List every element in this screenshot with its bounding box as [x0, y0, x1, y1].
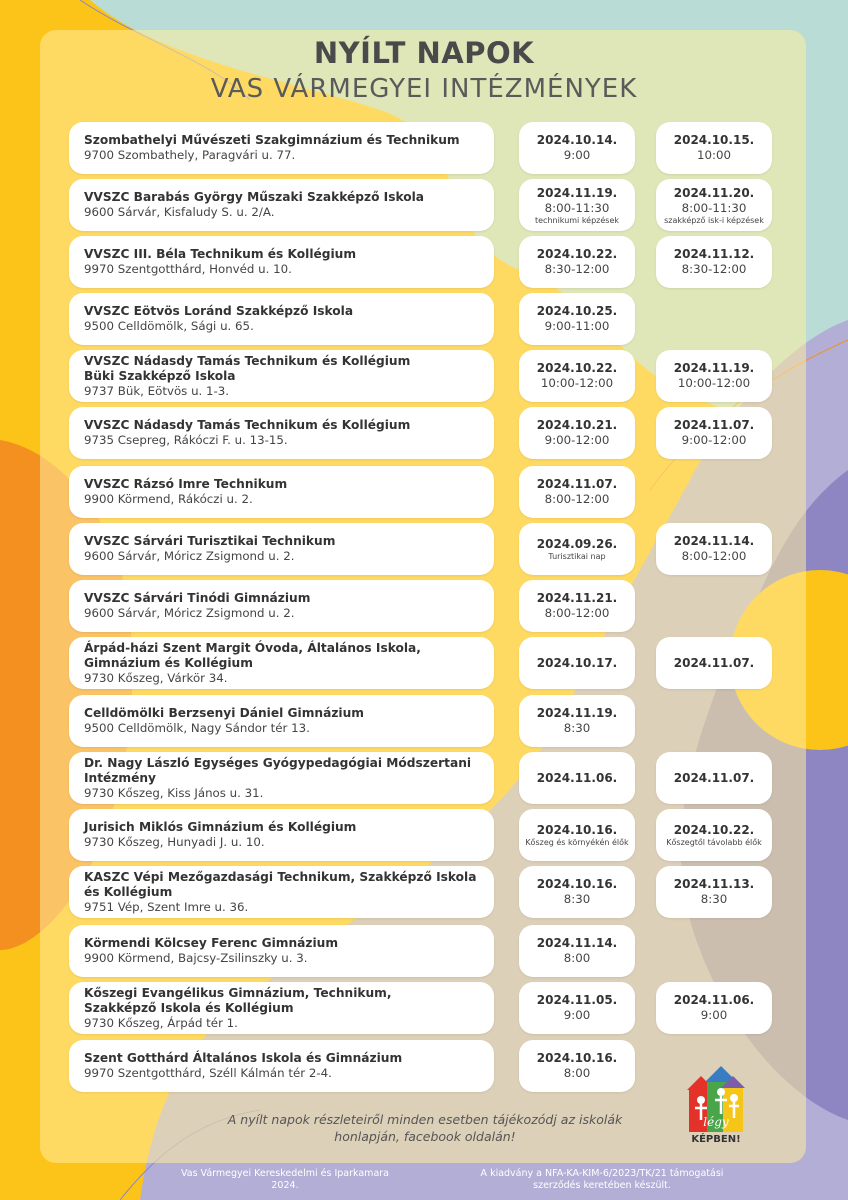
school-name: Körmendi Kölcsey Ferenc Gimnázium [84, 936, 339, 950]
page-title: NYÍLT NAPOK [313, 36, 535, 70]
school-card [69, 350, 494, 402]
logo-word: légy [703, 1115, 729, 1129]
open-day-time: 8:00-12:00 [544, 492, 610, 506]
open-day-2 [656, 523, 772, 575]
school-address: 9600 Sárvár, Kisfaludy S. u. 2/A. [84, 205, 275, 219]
open-day-2 [656, 179, 772, 231]
school-name: VVSZC Sárvári Tinódi Gimnázium [84, 591, 311, 605]
open-day-time: 10:00-12:00 [677, 376, 751, 390]
open-day-2 [656, 866, 772, 918]
school-name: Celldömölki Berzsenyi Dániel Gimnázium [84, 706, 364, 720]
table-row [0, 866, 848, 918]
school-address: 9600 Sárvár, Móricz Zsigmond u. 2. [84, 549, 295, 563]
school-card [69, 982, 494, 1034]
open-day-time: 8:30 [700, 892, 728, 906]
school-address: 9900 Körmend, Bajcsy-Zsilinszky u. 3. [84, 951, 308, 965]
table-row [0, 637, 848, 689]
table-row [0, 523, 848, 575]
footer-note: A nyílt napok részleteiről minden esetben tájékozódj az iskolák honlapján, facebook oldalán! [227, 1112, 623, 1144]
open-day-time: 8:00 [563, 951, 591, 965]
open-day-date: 2024.11.07. [673, 770, 755, 785]
open-day-1 [519, 466, 635, 518]
open-day-2 [656, 637, 772, 689]
open-day-time: 8:30-12:00 [544, 262, 610, 276]
school-card [69, 925, 494, 977]
open-day-1 [519, 407, 635, 459]
school-address: 9751 Vép, Szent Imre u. 36. [84, 899, 249, 914]
school-address: 9730 Kőszeg, Várkör 34. [84, 670, 228, 685]
open-day-1 [519, 523, 635, 575]
open-day-note: Turisztikai nap [548, 552, 606, 561]
school-name: KASZC Vépi Mezőgazdasági Technikum, Szakképző Iskola [84, 869, 477, 884]
open-day-date: 2024.10.14. [536, 133, 618, 147]
open-day-time: 10:00-12:00 [540, 376, 614, 390]
open-day-1 [519, 925, 635, 977]
open-day-date: 2024.11.07. [673, 655, 755, 670]
open-day-1 [519, 1040, 635, 1092]
open-day-time: 8:00-11:30 [544, 200, 610, 215]
school-name: Jurisich Miklós Gimnázium és Kollégium [84, 820, 357, 834]
school-name-line2: és Kollégium [84, 884, 173, 899]
school-address: 9500 Celldömölk, Sági u. 65. [84, 319, 254, 333]
table-row [0, 466, 848, 518]
school-name: VVSZC Rázsó Imre Technikum [84, 477, 288, 491]
school-name: VVSZC Sárvári Turisztikai Technikum [84, 534, 336, 548]
table-row [0, 580, 848, 632]
school-card [69, 236, 494, 288]
open-day-date: 2024.10.22. [536, 247, 618, 261]
school-name: Kőszegi Evangélikus Gimnázium, Technikum, [84, 985, 392, 1000]
open-day-time: 8:00-12:00 [681, 549, 747, 563]
open-day-time: 8:00 [563, 1066, 591, 1080]
school-card [69, 637, 494, 689]
school-name: Szent Gotthárd Általános Iskola és Gimnázium [84, 1051, 403, 1065]
open-day-time: 9:00 [563, 148, 591, 162]
school-address: 9970 Szentgotthárd, Honvéd u. 10. [84, 262, 292, 276]
table-row [0, 236, 848, 288]
open-day-note: szakképző isk-i képzések [664, 215, 764, 225]
school-name: Dr. Nagy László Egységes Gyógypedagógiai Módszertani [84, 755, 472, 770]
open-day-1 [519, 179, 635, 231]
open-day-date: 2024.10.22. [536, 361, 618, 375]
logo-caption: KÉPBEN! [691, 1134, 741, 1145]
open-day-date: 2024.11.05. [536, 993, 618, 1007]
open-day-time: 9:00-11:00 [544, 319, 610, 333]
open-day-date: 2024.11.19. [536, 706, 618, 720]
school-card [69, 122, 494, 174]
open-day-date: 2024.11.21. [536, 591, 618, 605]
open-day-time: 9:00-12:00 [544, 433, 610, 447]
open-day-2 [656, 752, 772, 804]
school-name: Szombathelyi Művészeti Szakgimnázium és Technikum [84, 133, 460, 147]
open-day-time: 8:30 [563, 892, 591, 906]
open-day-1 [519, 293, 635, 345]
open-day-date: 2024.11.07. [536, 477, 618, 491]
school-card [69, 293, 494, 345]
open-day-1 [519, 695, 635, 747]
school-card [69, 466, 494, 518]
open-day-time: 9:00 [700, 1008, 728, 1022]
table-row [0, 122, 848, 174]
open-day-date: 2024.10.21. [536, 418, 618, 432]
open-day-time: 8:30 [563, 721, 591, 735]
school-card [69, 523, 494, 575]
open-day-1 [519, 809, 635, 861]
table-row [0, 407, 848, 459]
open-day-2 [656, 236, 772, 288]
open-day-1 [519, 637, 635, 689]
open-day-date: 2024.11.06. [673, 993, 755, 1007]
school-card [69, 580, 494, 632]
table-row [0, 809, 848, 861]
table-row [0, 925, 848, 977]
open-day-1 [519, 122, 635, 174]
open-day-date: 2024.10.25. [536, 304, 618, 318]
open-day-time: 10:00 [697, 148, 731, 162]
table-row [0, 982, 848, 1034]
open-day-date: 2024.09.26. [536, 537, 618, 551]
open-day-time: 8:00-12:00 [544, 606, 610, 620]
table-row [0, 752, 848, 804]
school-address: 9970 Szentgotthárd, Széll Kálmán tér 2-4. [84, 1066, 332, 1080]
school-name: Árpád-házi Szent Margit Óvoda, Általános Iskola, [84, 640, 421, 655]
open-day-date: 2024.10.16. [536, 1051, 618, 1065]
table-row [0, 695, 848, 747]
open-day-2 [656, 809, 772, 861]
school-card [69, 695, 494, 747]
school-address: 9730 Kőszeg, Árpád tér 1. [84, 1015, 238, 1030]
school-address: 9730 Kőszeg, Hunyadi J. u. 10. [84, 835, 265, 849]
school-name-line2: Gimnázium és Kollégium [84, 655, 253, 670]
school-address: 9700 Szombathely, Paragvári u. 77. [84, 148, 296, 162]
school-address: 9735 Csepreg, Rákóczi F. u. 13-15. [84, 433, 288, 447]
open-day-2 [656, 407, 772, 459]
school-name-line2: Szakképző Iskola és Kollégium [84, 1000, 294, 1015]
open-day-time: 9:00 [563, 1008, 591, 1022]
open-day-note: Kőszeg és környékén élők [525, 838, 629, 847]
open-day-1 [519, 580, 635, 632]
table-row [0, 293, 848, 345]
school-name: VVSZC III. Béla Technikum és Kollégium [84, 247, 357, 261]
open-day-date: 2024.11.13. [673, 877, 755, 891]
open-day-2 [656, 122, 772, 174]
school-address: 9730 Kőszeg, Kiss János u. 31. [84, 785, 264, 800]
school-name: VVSZC Barabás György Műszaki Szakképző Iskola [84, 190, 425, 204]
open-day-date: 2024.10.15. [673, 133, 755, 147]
open-day-1 [519, 752, 635, 804]
open-day-2 [656, 350, 772, 402]
footer-publisher: Vas Vármegyei Kereskedelmi és Iparkamara 2024. [181, 1168, 389, 1191]
open-day-2 [656, 982, 772, 1034]
school-card [69, 179, 494, 231]
school-card [69, 752, 494, 804]
open-day-1 [519, 236, 635, 288]
open-day-date: 2024.11.12. [673, 247, 755, 261]
open-day-date: 2024.10.16. [536, 877, 618, 891]
table-row [0, 350, 848, 402]
open-day-1 [519, 866, 635, 918]
table-row [0, 179, 848, 231]
open-day-1 [519, 350, 635, 402]
school-card [69, 809, 494, 861]
open-day-date: 2024.11.07. [673, 418, 755, 432]
open-day-note: technikumi képzések [534, 215, 620, 225]
school-card [69, 1040, 494, 1092]
school-name-line2: Büki Szakképző Iskola [84, 368, 236, 383]
open-day-date: 2024.10.17. [536, 655, 618, 670]
open-day-date: 2024.11.20. [673, 185, 755, 200]
page-subtitle: VAS VÁRMEGYEI INTÉZMÉNYEK [210, 74, 638, 104]
open-day-date: 2024.11.06. [536, 770, 618, 785]
school-address: 9600 Sárvár, Móricz Zsigmond u. 2. [84, 606, 295, 620]
open-day-date: 2024.10.16. [536, 823, 618, 837]
school-name: VVSZC Nádasdy Tamás Technikum és Kollégium [84, 418, 411, 432]
school-card [69, 866, 494, 918]
school-card [69, 407, 494, 459]
open-day-date: 2024.10.22. [673, 823, 755, 837]
school-name: VVSZC Nádasdy Tamás Technikum és Kollégium [84, 353, 411, 368]
open-day-date: 2024.11.19. [536, 185, 618, 200]
school-address: 9737 Bük, Eötvös u. 1-3. [84, 383, 230, 398]
footer-funding: A kiadvány a NFA-KA-KIM-6/2023/TK/21 támogatási szerződés keretében készült. [480, 1168, 724, 1191]
school-address: 9500 Celldömölk, Nagy Sándor tér 13. [84, 721, 310, 735]
open-day-time: 8:00-11:30 [681, 200, 747, 215]
school-name-line2: Intézmény [84, 770, 156, 785]
open-day-date: 2024.11.14. [536, 936, 618, 950]
open-day-time: 9:00-12:00 [681, 433, 747, 447]
school-address: 9900 Körmend, Rákóczi u. 2. [84, 492, 253, 506]
open-day-date: 2024.11.14. [673, 534, 755, 548]
open-day-note: Kőszegtől távolabb élők [666, 838, 762, 847]
open-day-date: 2024.11.19. [673, 361, 755, 375]
school-name: VVSZC Eötvös Loránd Szakképző Iskola [84, 304, 354, 318]
open-day-1 [519, 982, 635, 1034]
open-day-time: 8:30-12:00 [681, 262, 747, 276]
